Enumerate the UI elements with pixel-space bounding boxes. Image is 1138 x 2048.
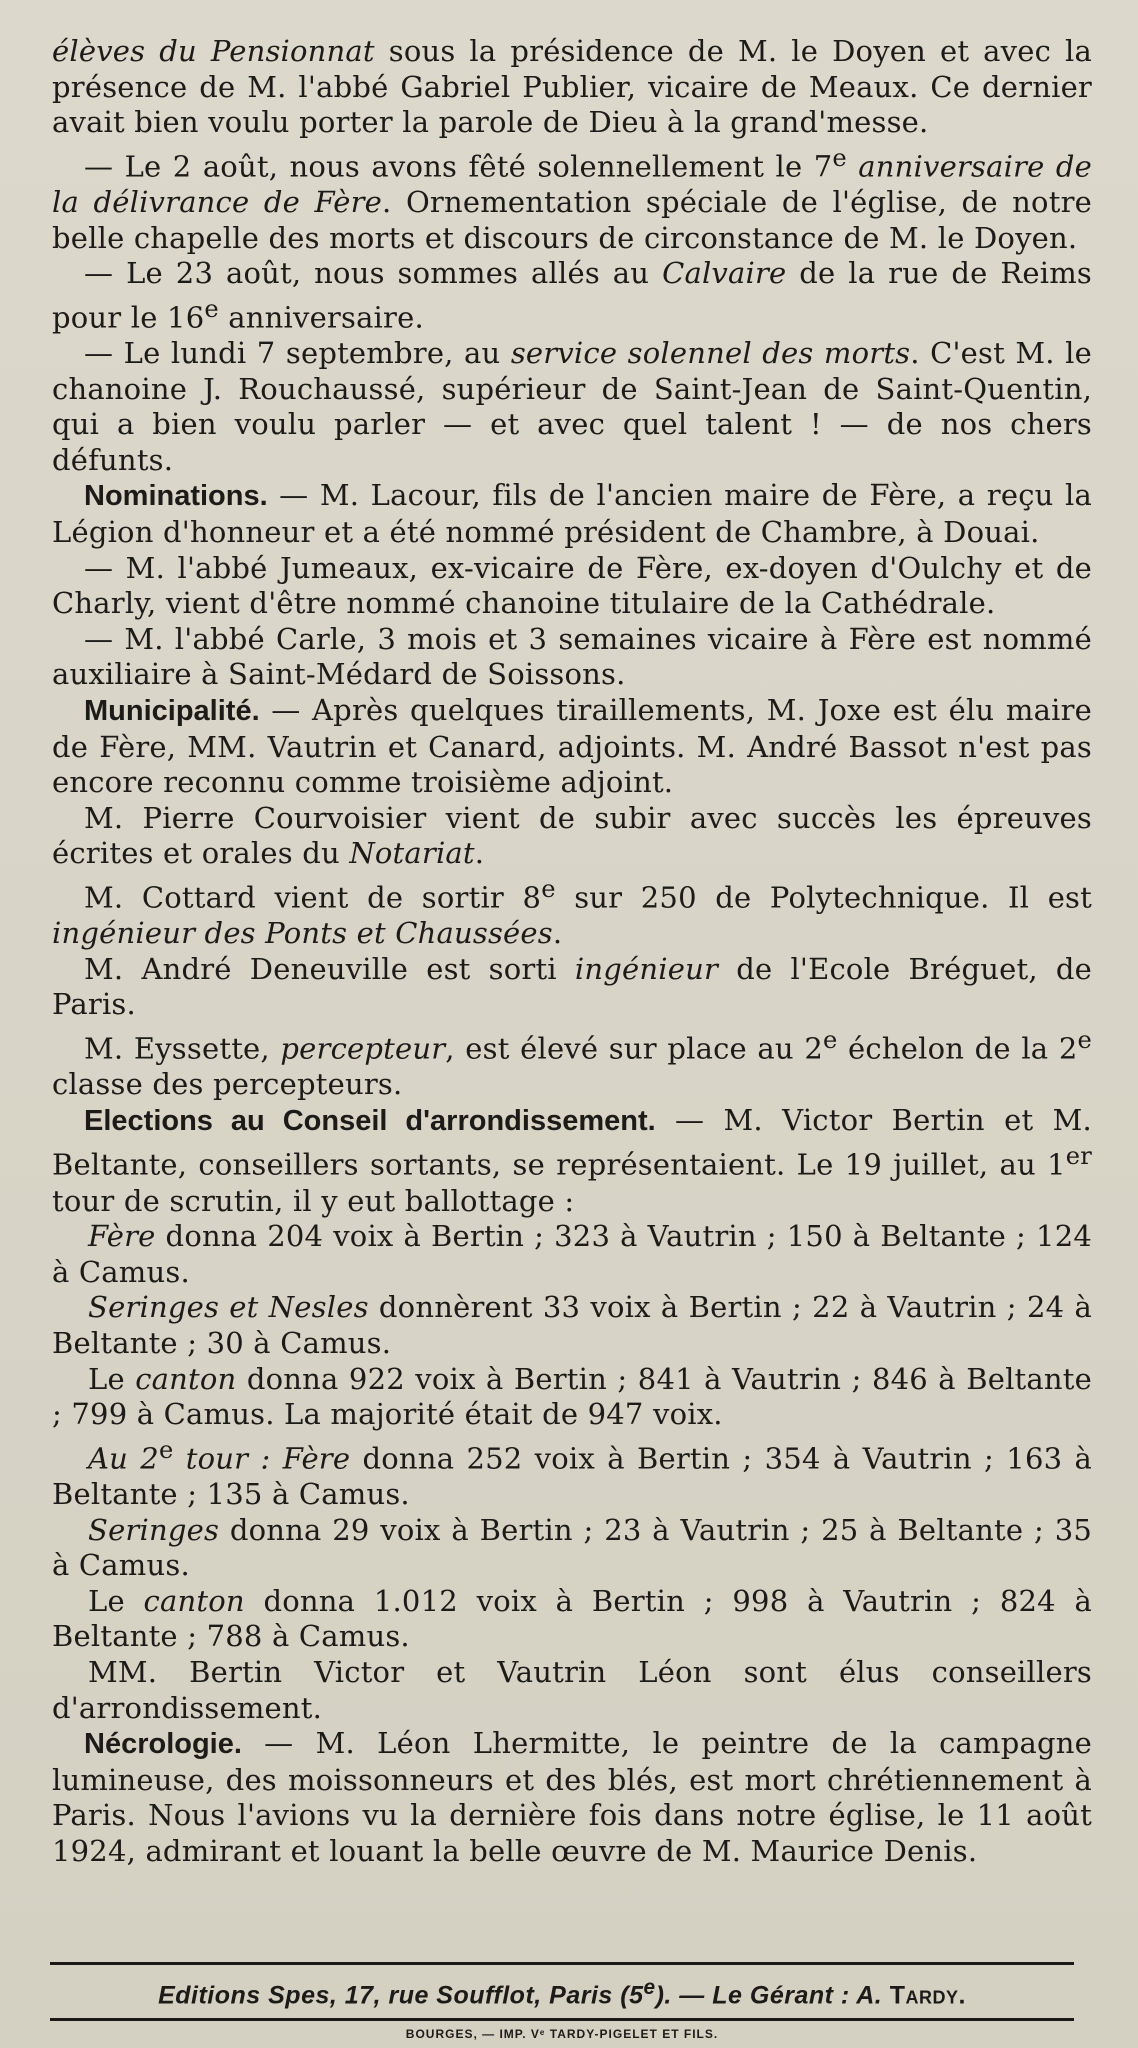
- section-heading: Elections au Conseil d'arrondissement.: [84, 1104, 656, 1137]
- paragraph-necrologie: Nécrologie. — M. Léon Lhermitte, le peintre de la campagne lumineuse, des moissonneurs et des blés, est mort chrétiennement à Paris. Nous l'avions vu la dernière fois dans notre église, le 11 août 1924, admirant et louant la belle œuvre de M. Maurice Denis.: [52, 1726, 1092, 1869]
- paragraph-municipalite: Municipalité. — Après quelques tiraillements, M. Joxe est élu maire de Fère, MM. Vautrin et Canard, adjoints. M. André Bassot n'est pas encore reconnu comme troisième adjoint.: [52, 693, 1092, 800]
- section-heading: Nominations.: [84, 480, 268, 513]
- paragraph: Le canton donna 1.012 voix à Bertin ; 998 à Vautrin ; 824 à Beltante ; 788 à Camus.: [52, 1583, 1092, 1654]
- paragraph: élèves du Pensionnat sous la présidence de M. le Doyen et avec la présence de M. l'abbé Gabriel Publier, vicaire de Meaux. Ce dernier avait bien voulu porter la parole de Dieu à la grand'messe.: [52, 34, 1092, 140]
- paragraph: M. Cottard vient de sortir 8e sur 250 de Polytechnique. Il est ingénieur des Ponts et Chaussées.: [52, 874, 1092, 951]
- paragraph: — M. l'abbé Carle, 3 mois et 3 semaines vicaire à Fère est nommé auxiliaire à Saint-Médard de Soissons.: [52, 621, 1092, 692]
- paragraph: Seringes et Nesles donnèrent 33 voix à Bertin ; 22 à Vautrin ; 24 à Beltante ; 30 à Camus.: [52, 1290, 1092, 1361]
- paragraph: M. André Deneuville est sorti ingénieur de l'Ecole Bréguet, de Paris.: [52, 951, 1093, 1022]
- publisher-imprint: Editions Spes, 17, rue Soufflot, Paris (5e). — Le Gérant : A. Tardy.: [158, 1976, 966, 2010]
- paragraph: — M. l'abbé Jumeaux, ex-vicaire de Fère, ex-doyen d'Oulchy et de Charly, vient d'être nommé chanoine titulaire de la Cathédrale.: [52, 550, 1092, 621]
- paragraph: MM. Bertin Victor et Vautrin Léon sont élus conseillers d'arrondissement.: [52, 1655, 1092, 1725]
- paragraph: Fère donna 204 voix à Bertin ; 323 à Vautrin ; 150 à Beltante ; 124 à Camus.: [52, 1219, 1092, 1289]
- printer-line: BOURGES, — IMP. Vᵉ TARDY-PIGELET ET FILS.: [405, 2027, 719, 2041]
- paragraph: Seringes donna 29 voix à Bertin ; 23 à Vautrin ; 25 à Beltante ; 35 à Camus.: [52, 1512, 1092, 1583]
- paragraph: Le canton donna 922 voix à Bertin ; 841 à Vautrin ; 846 à Beltante ; 799 à Camus. La majorité était de 947 voix.: [52, 1361, 1092, 1432]
- paragraph: — Le 2 août, nous avons fêté solennellement le 7e anniversaire de la délivrance de Fère. Ornementation spéciale de l'église, de notre belle chapelle des morts et discours de circonstance de M. le Doyen.: [52, 143, 1092, 255]
- paragraph: — Le 23 août, nous sommes allés au Calvaire de la rue de Reims pour le 16e anniversaire.: [52, 256, 1093, 335]
- paragraph: M. Eyssette, percepteur, est élevé sur place au 2e échelon de la 2e classe des percepteurs.: [52, 1026, 1092, 1102]
- paragraph: M. Pierre Courvoisier vient de subir avec succès les épreuves écrites et orales du Notariat.: [52, 800, 1092, 871]
- article-body: [52, 34, 1092, 1870]
- paragraph: — Le lundi 7 septembre, au service solennel des morts. C'est M. le chanoine J. Rouchaussé, supérieur de Saint-Jean de Saint-Quentin, qui a bien voulu parler — et avec quel talent ! — de nos chers défunts.: [52, 336, 1092, 477]
- footer-rule-bottom: [50, 2018, 1074, 2021]
- paragraph: Au 2e tour : Fère donna 252 voix à Bertin ; 354 à Vautrin ; 163 à Beltante ; 135 à Camus.: [52, 1435, 1093, 1512]
- footer-rule-top: [50, 1962, 1074, 1965]
- paragraph-nominations: Nominations. — M. Lacour, fils de l'ancien maire de Fère, a reçu la Légion d'honneur et a été nommé président de Chambre, à Douai.: [52, 478, 1092, 550]
- paragraph-elections: Elections au Conseil d'arrondissement. — M. Victor Bertin et M. Beltante, conseillers sortants, se représentaient. Le 19 juillet, au 1er tour de scrutin, il y eut ballottage :: [52, 1102, 1092, 1218]
- section-heading: Municipalité.: [84, 695, 260, 727]
- section-heading: Nécrologie.: [84, 1728, 242, 1761]
